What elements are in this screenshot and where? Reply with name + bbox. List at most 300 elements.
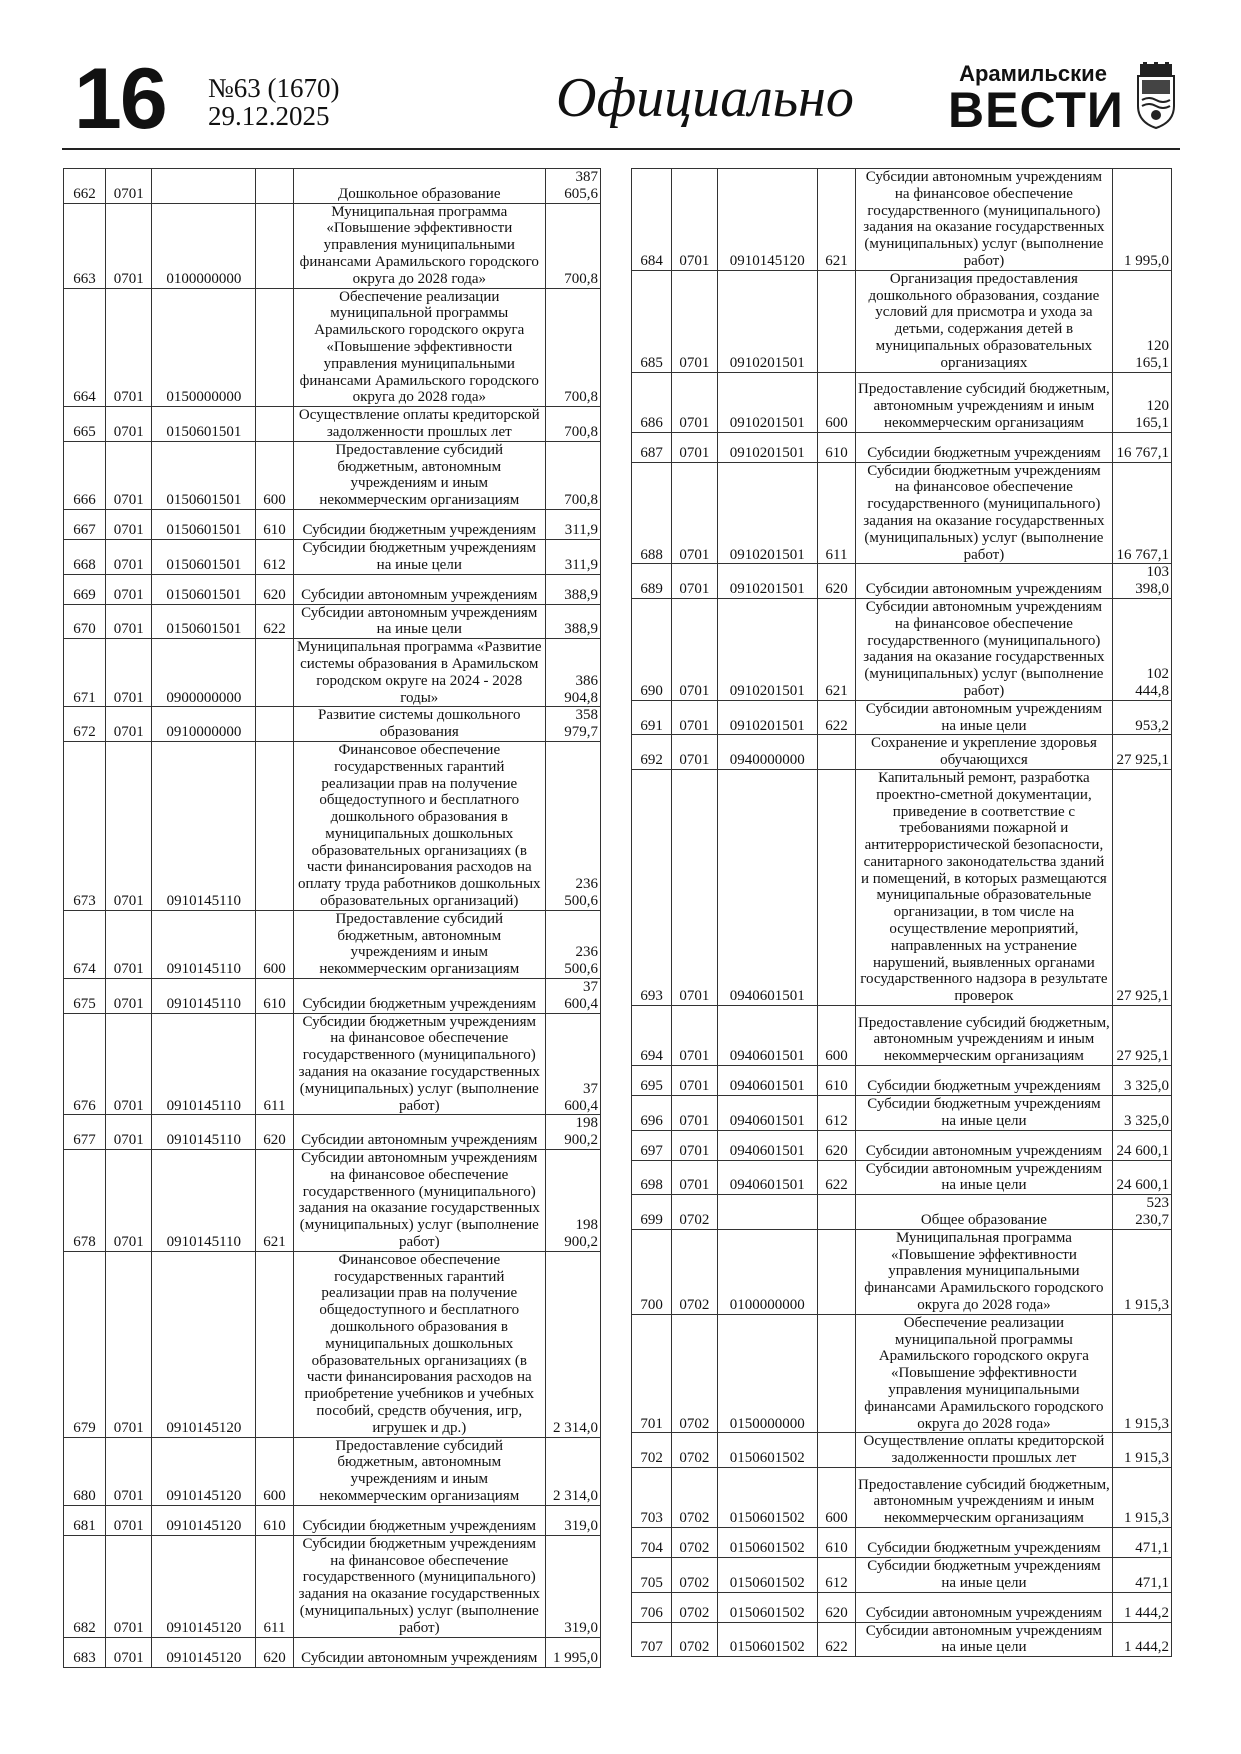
cell-num: 681 (64, 1505, 106, 1535)
cell-desc: Осуществление оплаты кредиторской задолженности прошлых лет (293, 407, 545, 442)
cell-sec: 0701 (105, 441, 151, 509)
cell-sec: 0701 (672, 1130, 717, 1160)
cell-desc: Осуществление оплаты кредиторской задолженности прошлых лет (856, 1433, 1113, 1468)
table-row (64, 288, 601, 407)
cell-num: 664 (64, 288, 106, 407)
cell-num: 691 (632, 700, 672, 735)
cell-sec: 0701 (105, 1013, 151, 1115)
cell-desc: Субсидии бюджетным учреждениям (293, 1505, 545, 1535)
cell-desc: Субсидии бюджетным учреждениям на финансовое обеспечение государственного (муниципального) задания на оказание государственных (муниципальных) услуг (выполнение работ) (293, 1535, 545, 1637)
cell-sec: 0701 (105, 509, 151, 539)
cell-desc: Организация предоставления дошкольного образования, создание условий для присмотра и ухода за детьми, содержания детей в муниципальных образовательных организациях (856, 270, 1113, 372)
cell-sec: 0701 (105, 169, 151, 204)
cell-desc: Субсидии автономным учреждениям (856, 1130, 1113, 1160)
cell-sec: 0701 (105, 979, 151, 1014)
cell-kvr: 610 (817, 1528, 855, 1558)
table-row (64, 203, 601, 288)
cell-num: 699 (632, 1195, 672, 1230)
cell-csr: 0150601502 (717, 1468, 817, 1528)
cell-sec: 0702 (672, 1433, 717, 1468)
cell-csr: 0150601501 (152, 604, 256, 639)
cell-val: 198 900,2 (545, 1115, 600, 1150)
table-row (64, 539, 601, 574)
cell-sec: 0701 (105, 1637, 151, 1667)
cell-sec: 0701 (672, 598, 717, 700)
cell-val: 388,9 (545, 604, 600, 639)
cell-val: 358 979,7 (545, 707, 600, 742)
cell-kvr: 622 (817, 700, 855, 735)
cell-desc: Субсидии бюджетным учреждениям (293, 979, 545, 1014)
cell-desc: Муниципальная программа «Развитие системы образования в Арамильском городском округе на 2024 - 2028 годы» (293, 639, 545, 707)
cell-csr: 0910145110 (152, 979, 256, 1014)
cell-kvr: 600 (256, 441, 294, 509)
cell-num: 702 (632, 1433, 672, 1468)
table-row (632, 1160, 1172, 1195)
cell-sec: 0701 (105, 1115, 151, 1150)
table-row (632, 1622, 1172, 1657)
cell-csr: 0150601501 (152, 574, 256, 604)
coat-of-arms-icon (1132, 62, 1180, 130)
table-row (64, 509, 601, 539)
cell-num: 695 (632, 1066, 672, 1096)
cell-val: 700,8 (545, 203, 600, 288)
cell-desc: Субсидии автономным учреждениям на финансовое обеспечение государственного (муниципального) задания на оказание государственных (муниципальных) услуг (выполнение работ) (856, 598, 1113, 700)
cell-val: 24 600,1 (1112, 1130, 1171, 1160)
table-row (632, 1096, 1172, 1131)
cell-kvr: 620 (256, 1115, 294, 1150)
cell-val: 388,9 (545, 574, 600, 604)
cell-kvr (817, 1229, 855, 1314)
issue-number: №63 (1670) (208, 73, 340, 103)
cell-kvr: 600 (256, 1437, 294, 1505)
cell-val: 1 995,0 (545, 1637, 600, 1667)
cell-val: 3 325,0 (1112, 1096, 1171, 1131)
cell-csr: 0910145110 (152, 1150, 256, 1252)
cell-desc: Субсидии бюджетным учреждениям на иные цели (856, 1558, 1113, 1593)
cell-csr: 0910201501 (717, 564, 817, 599)
cell-val: 700,8 (545, 407, 600, 442)
table-row (632, 1066, 1172, 1096)
cell-sec: 0702 (672, 1468, 717, 1528)
cell-desc: Субсидии бюджетным учреждениям (856, 432, 1113, 462)
table-row (632, 1130, 1172, 1160)
cell-desc: Развитие системы дошкольного образования (293, 707, 545, 742)
table-row (632, 1006, 1172, 1066)
cell-desc: Субсидии автономным учреждениям на иные цели (856, 700, 1113, 735)
cell-num: 706 (632, 1592, 672, 1622)
table-row (632, 598, 1172, 700)
cell-csr: 0910201501 (717, 700, 817, 735)
cell-desc: Предоставление субсидий бюджетным, автономным учреждениям и иным некоммерческим организациям (293, 1437, 545, 1505)
table-row (64, 1251, 601, 1437)
cell-kvr (817, 1314, 855, 1433)
table-row (64, 169, 601, 204)
cell-csr: 0910145120 (152, 1637, 256, 1667)
table-row (64, 574, 601, 604)
cell-desc: Субсидии автономным учреждениям (856, 1592, 1113, 1622)
cell-desc: Предоставление субсидий бюджетным, автономным учреждениям и иным некоммерческим организациям (293, 910, 545, 978)
cell-sec: 0701 (105, 203, 151, 288)
cell-val: 471,1 (1112, 1558, 1171, 1593)
table-row (632, 700, 1172, 735)
cell-sec: 0702 (672, 1622, 717, 1657)
cell-num: 673 (64, 741, 106, 910)
cell-csr: 0910201501 (717, 432, 817, 462)
cell-desc: Муниципальная программа «Повышение эффективности управления муниципальными финансами Арамильского городского округа до 2028 года» (293, 203, 545, 288)
cell-val: 471,1 (1112, 1528, 1171, 1558)
cell-val: 700,8 (545, 441, 600, 509)
cell-val: 3 325,0 (1112, 1066, 1171, 1096)
cell-sec: 0701 (105, 539, 151, 574)
cell-val: 953,2 (1112, 700, 1171, 735)
cell-csr: 0910201501 (717, 598, 817, 700)
cell-csr: 0900000000 (152, 639, 256, 707)
cell-csr: 0150000000 (152, 288, 256, 407)
cell-csr: 0910145110 (152, 910, 256, 978)
cell-desc: Субсидии бюджетным учреждениям (856, 1528, 1113, 1558)
cell-kvr: 600 (817, 1468, 855, 1528)
cell-val: 387 605,6 (545, 169, 600, 204)
cell-num: 687 (632, 432, 672, 462)
cell-kvr: 620 (256, 1637, 294, 1667)
cell-val: 103 398,0 (1112, 564, 1171, 599)
cell-kvr: 620 (817, 1130, 855, 1160)
cell-val: 386 904,8 (545, 639, 600, 707)
cell-csr: 0940601501 (717, 1066, 817, 1096)
cell-desc: Субсидии автономным учреждениям на финансовое обеспечение государственного (муниципального) задания на оказание государственных (муниципальных) услуг (выполнение работ) (293, 1150, 545, 1252)
cell-csr: 0150000000 (717, 1314, 817, 1433)
cell-sec: 0702 (672, 1229, 717, 1314)
cell-val: 37 600,4 (545, 979, 600, 1014)
cell-sec: 0701 (672, 372, 717, 432)
cell-num: 705 (632, 1558, 672, 1593)
cell-num: 668 (64, 539, 106, 574)
logo-top-text: Арамильские (959, 61, 1107, 86)
cell-num: 676 (64, 1013, 106, 1115)
cell-num: 703 (632, 1468, 672, 1528)
budget-table-right (631, 168, 1172, 1657)
table-row (632, 1468, 1172, 1528)
cell-csr: 0150601502 (717, 1622, 817, 1657)
table-row (64, 407, 601, 442)
cell-sec: 0701 (672, 270, 717, 372)
cell-csr (152, 169, 256, 204)
cell-val: 1 444,2 (1112, 1622, 1171, 1657)
cell-kvr: 622 (817, 1160, 855, 1195)
cell-kvr: 611 (256, 1013, 294, 1115)
cell-desc: Субсидии автономным учреждениям на иные цели (293, 604, 545, 639)
cell-num: 700 (632, 1229, 672, 1314)
cell-sec: 0701 (105, 1437, 151, 1505)
cell-csr: 0150601501 (152, 407, 256, 442)
cell-sec: 0702 (672, 1314, 717, 1433)
cell-val: 700,8 (545, 288, 600, 407)
cell-kvr: 622 (817, 1622, 855, 1657)
cell-desc: Субсидии бюджетным учреждениям на финансовое обеспечение государственного (муниципального) задания на оказание государственных (муниципальных) услуг (выполнение работ) (293, 1013, 545, 1115)
cell-sec: 0701 (672, 700, 717, 735)
cell-kvr (256, 203, 294, 288)
cell-kvr: 612 (817, 1558, 855, 1593)
cell-kvr: 620 (256, 574, 294, 604)
table-row (632, 432, 1172, 462)
cell-desc: Субсидии бюджетным учреждениям на иные цели (856, 1096, 1113, 1131)
cell-num: 688 (632, 462, 672, 564)
cell-kvr: 610 (817, 1066, 855, 1096)
cell-sec: 0701 (105, 707, 151, 742)
cell-csr: 0910145110 (152, 1115, 256, 1150)
cell-val: 319,0 (545, 1535, 600, 1637)
cell-val: 2 314,0 (545, 1251, 600, 1437)
cell-num: 662 (64, 169, 106, 204)
cell-csr (717, 1195, 817, 1230)
cell-desc: Субсидии автономным учреждениям (293, 1637, 545, 1667)
cell-sec: 0701 (672, 1006, 717, 1066)
cell-csr: 0940601501 (717, 1130, 817, 1160)
cell-num: 675 (64, 979, 106, 1014)
cell-csr: 0150601501 (152, 539, 256, 574)
cell-sec: 0701 (105, 1150, 151, 1252)
cell-desc: Субсидии автономным учреждениям на финансовое обеспечение государственного (муниципального) задания на оказание государственных (муниципальных) услуг (выполнение работ) (856, 169, 1113, 271)
newspaper-logo (948, 61, 1124, 138)
cell-sec: 0702 (672, 1592, 717, 1622)
cell-csr: 0910145120 (152, 1535, 256, 1637)
cell-sec: 0701 (672, 735, 717, 770)
cell-kvr: 620 (817, 564, 855, 599)
cell-val: 311,9 (545, 539, 600, 574)
cell-sec: 0701 (672, 769, 717, 1005)
cell-val: 1 915,3 (1112, 1314, 1171, 1433)
cell-kvr (256, 741, 294, 910)
cell-val: 1 915,3 (1112, 1468, 1171, 1528)
cell-sec: 0702 (672, 1528, 717, 1558)
cell-num: 694 (632, 1006, 672, 1066)
cell-num: 686 (632, 372, 672, 432)
cell-desc: Сохранение и укрепление здоровья обучающихся (856, 735, 1113, 770)
cell-csr: 0910201501 (717, 372, 817, 432)
cell-kvr: 611 (256, 1535, 294, 1637)
cell-desc: Субсидии автономным учреждениям на иные цели (856, 1622, 1113, 1657)
table-row (632, 1314, 1172, 1433)
cell-kvr: 600 (817, 1006, 855, 1066)
table-row (64, 1505, 601, 1535)
cell-desc: Финансовое обеспечение государственных гарантий реализации прав на получение общедоступного и бесплатного дошкольного образования в муниципальных дошкольных образовательных организациях (в части финансирования расходов на приобретение учебников и учебных пособий, средств обучения, игр, игрушек и др.) (293, 1251, 545, 1437)
cell-kvr (256, 707, 294, 742)
cell-kvr (256, 288, 294, 407)
cell-kvr (817, 1195, 855, 1230)
cell-num: 663 (64, 203, 106, 288)
cell-csr: 0910145120 (152, 1437, 256, 1505)
cell-kvr: 610 (817, 432, 855, 462)
cell-val: 37 600,4 (545, 1013, 600, 1115)
table-row (64, 1535, 601, 1637)
cell-val: 27 925,1 (1112, 1006, 1171, 1066)
cell-num: 690 (632, 598, 672, 700)
cell-csr: 0150601502 (717, 1558, 817, 1593)
table-row (64, 1115, 601, 1150)
cell-kvr (817, 1433, 855, 1468)
cell-sec: 0702 (672, 1195, 717, 1230)
table-row (632, 1528, 1172, 1558)
cell-val: 120 165,1 (1112, 372, 1171, 432)
cell-desc: Финансовое обеспечение государственных гарантий реализации прав на получение общедоступного и бесплатного дошкольного образования в муниципальных дошкольных образовательных организациях (в части финансирования расходов на оплату труда работников дошкольных образовательных организаций) (293, 741, 545, 910)
cell-val: 27 925,1 (1112, 735, 1171, 770)
page-number: 16 (74, 51, 166, 147)
table-row (632, 735, 1172, 770)
table-row (632, 372, 1172, 432)
cell-sec: 0701 (105, 1535, 151, 1637)
table-row (632, 169, 1172, 271)
table-row (632, 1195, 1172, 1230)
cell-num: 698 (632, 1160, 672, 1195)
cell-kvr: 611 (817, 462, 855, 564)
cell-val: 1 995,0 (1112, 169, 1171, 271)
cell-val: 16 767,1 (1112, 432, 1171, 462)
cell-desc: Субсидии бюджетным учреждениям (856, 1066, 1113, 1096)
cell-csr: 0940601501 (717, 1006, 817, 1066)
cell-val: 27 925,1 (1112, 769, 1171, 1005)
cell-num: 683 (64, 1637, 106, 1667)
cell-kvr: 621 (817, 169, 855, 271)
table-row (632, 270, 1172, 372)
cell-csr: 0940601501 (717, 1160, 817, 1195)
cell-sec: 0701 (105, 574, 151, 604)
table-row (64, 741, 601, 910)
cell-num: 672 (64, 707, 106, 742)
table-row (632, 1558, 1172, 1593)
cell-csr: 0910145120 (717, 169, 817, 271)
cell-csr: 0150601501 (152, 509, 256, 539)
cell-csr: 0940601501 (717, 1096, 817, 1131)
table-row (64, 639, 601, 707)
cell-desc: Предоставление субсидий бюджетным, автономным учреждениям и иным некоммерческим организациям (856, 1006, 1113, 1066)
cell-desc: Субсидии бюджетным учреждениям на финансовое обеспечение государственного (муниципального) задания на оказание государственных (муниципальных) услуг (выполнение работ) (856, 462, 1113, 564)
cell-num: 665 (64, 407, 106, 442)
table-row (64, 441, 601, 509)
cell-sec: 0701 (105, 741, 151, 910)
cell-val: 1 915,3 (1112, 1229, 1171, 1314)
cell-sec: 0701 (105, 407, 151, 442)
cell-kvr (817, 270, 855, 372)
cell-desc: Муниципальная программа «Повышение эффективности управления муниципальными финансами Арамильского городского округа до 2028 года» (856, 1229, 1113, 1314)
table-row (632, 1592, 1172, 1622)
cell-kvr: 621 (256, 1150, 294, 1252)
cell-val: 102 444,8 (1112, 598, 1171, 700)
issue-date: 29.12.2025 (208, 101, 330, 131)
table-row (64, 910, 601, 978)
cell-desc: Обеспечение реализации муниципальной программы Арамильского городского округа «Повышение эффективности управления муниципальными финансами Арамильского городского округа до 2028 года» (856, 1314, 1113, 1433)
cell-kvr: 621 (817, 598, 855, 700)
cell-desc: Предоставление субсидий бюджетным, автономным учреждениям и иным некоммерческим организациям (856, 1468, 1113, 1528)
cell-num: 685 (632, 270, 672, 372)
cell-num: 671 (64, 639, 106, 707)
cell-val: 523 230,7 (1112, 1195, 1171, 1230)
cell-desc: Субсидии автономным учреждениям на иные цели (856, 1160, 1113, 1195)
cell-csr: 0910145120 (152, 1251, 256, 1437)
cell-kvr: 610 (256, 509, 294, 539)
cell-sec: 0701 (672, 564, 717, 599)
page-header (62, 51, 1180, 150)
logo-main-text: ВЕСТИ (948, 82, 1124, 138)
cell-kvr: 620 (817, 1592, 855, 1622)
cell-sec: 0701 (672, 462, 717, 564)
cell-num: 692 (632, 735, 672, 770)
cell-val: 1 444,2 (1112, 1592, 1171, 1622)
cell-num: 680 (64, 1437, 106, 1505)
table-row (64, 1437, 601, 1505)
cell-kvr: 612 (256, 539, 294, 574)
table-row (632, 1229, 1172, 1314)
cell-num: 693 (632, 769, 672, 1005)
cell-csr: 0910145120 (152, 1505, 256, 1535)
cell-kvr: 600 (817, 372, 855, 432)
cell-num: 704 (632, 1528, 672, 1558)
cell-val: 236 500,6 (545, 910, 600, 978)
cell-sec: 0701 (672, 432, 717, 462)
cell-csr: 0910145110 (152, 1013, 256, 1115)
cell-desc: Субсидии автономным учреждениям (856, 564, 1113, 599)
cell-val: 311,9 (545, 509, 600, 539)
cell-num: 670 (64, 604, 106, 639)
cell-csr: 0150601502 (717, 1592, 817, 1622)
cell-sec: 0701 (672, 169, 717, 271)
cell-kvr (817, 735, 855, 770)
cell-num: 678 (64, 1150, 106, 1252)
cell-kvr (817, 769, 855, 1005)
cell-num: 689 (632, 564, 672, 599)
cell-num: 697 (632, 1130, 672, 1160)
cell-num: 677 (64, 1115, 106, 1150)
cell-sec: 0701 (105, 604, 151, 639)
cell-val: 198 900,2 (545, 1150, 600, 1252)
cell-csr: 0150601502 (717, 1528, 817, 1558)
cell-desc: Предоставление субсидий бюджетным, автономным учреждениям и иным некоммерческим организациям (293, 441, 545, 509)
cell-csr: 0100000000 (717, 1229, 817, 1314)
cell-num: 684 (632, 169, 672, 271)
budget-table-left (63, 168, 601, 1668)
table-row (64, 1150, 601, 1252)
cell-sec: 0701 (672, 1096, 717, 1131)
table-row (64, 707, 601, 742)
table-row (64, 1013, 601, 1115)
cell-val: 2 314,0 (545, 1437, 600, 1505)
cell-kvr: 600 (256, 910, 294, 978)
table-row (64, 1637, 601, 1667)
cell-num: 701 (632, 1314, 672, 1433)
cell-csr: 0100000000 (152, 203, 256, 288)
cell-csr: 0910145110 (152, 741, 256, 910)
cell-csr: 0150601501 (152, 441, 256, 509)
cell-kvr: 612 (817, 1096, 855, 1131)
cell-kvr: 622 (256, 604, 294, 639)
cell-num: 669 (64, 574, 106, 604)
cell-sec: 0702 (672, 1558, 717, 1593)
cell-desc: Предоставление субсидий бюджетным, автономным учреждениям и иным некоммерческим организациям (856, 372, 1113, 432)
cell-desc: Дошкольное образование (293, 169, 545, 204)
issue-info (208, 74, 340, 130)
cell-desc: Субсидии автономным учреждениям (293, 1115, 545, 1150)
cell-val: 236 500,6 (545, 741, 600, 910)
cell-desc: Субсидии автономным учреждениям (293, 574, 545, 604)
cell-kvr (256, 639, 294, 707)
cell-csr: 0940000000 (717, 735, 817, 770)
cell-desc: Субсидии бюджетным учреждениям (293, 509, 545, 539)
table-row (632, 564, 1172, 599)
cell-num: 707 (632, 1622, 672, 1657)
cell-sec: 0701 (105, 910, 151, 978)
cell-num: 679 (64, 1251, 106, 1437)
table-row (632, 462, 1172, 564)
cell-num: 696 (632, 1096, 672, 1131)
